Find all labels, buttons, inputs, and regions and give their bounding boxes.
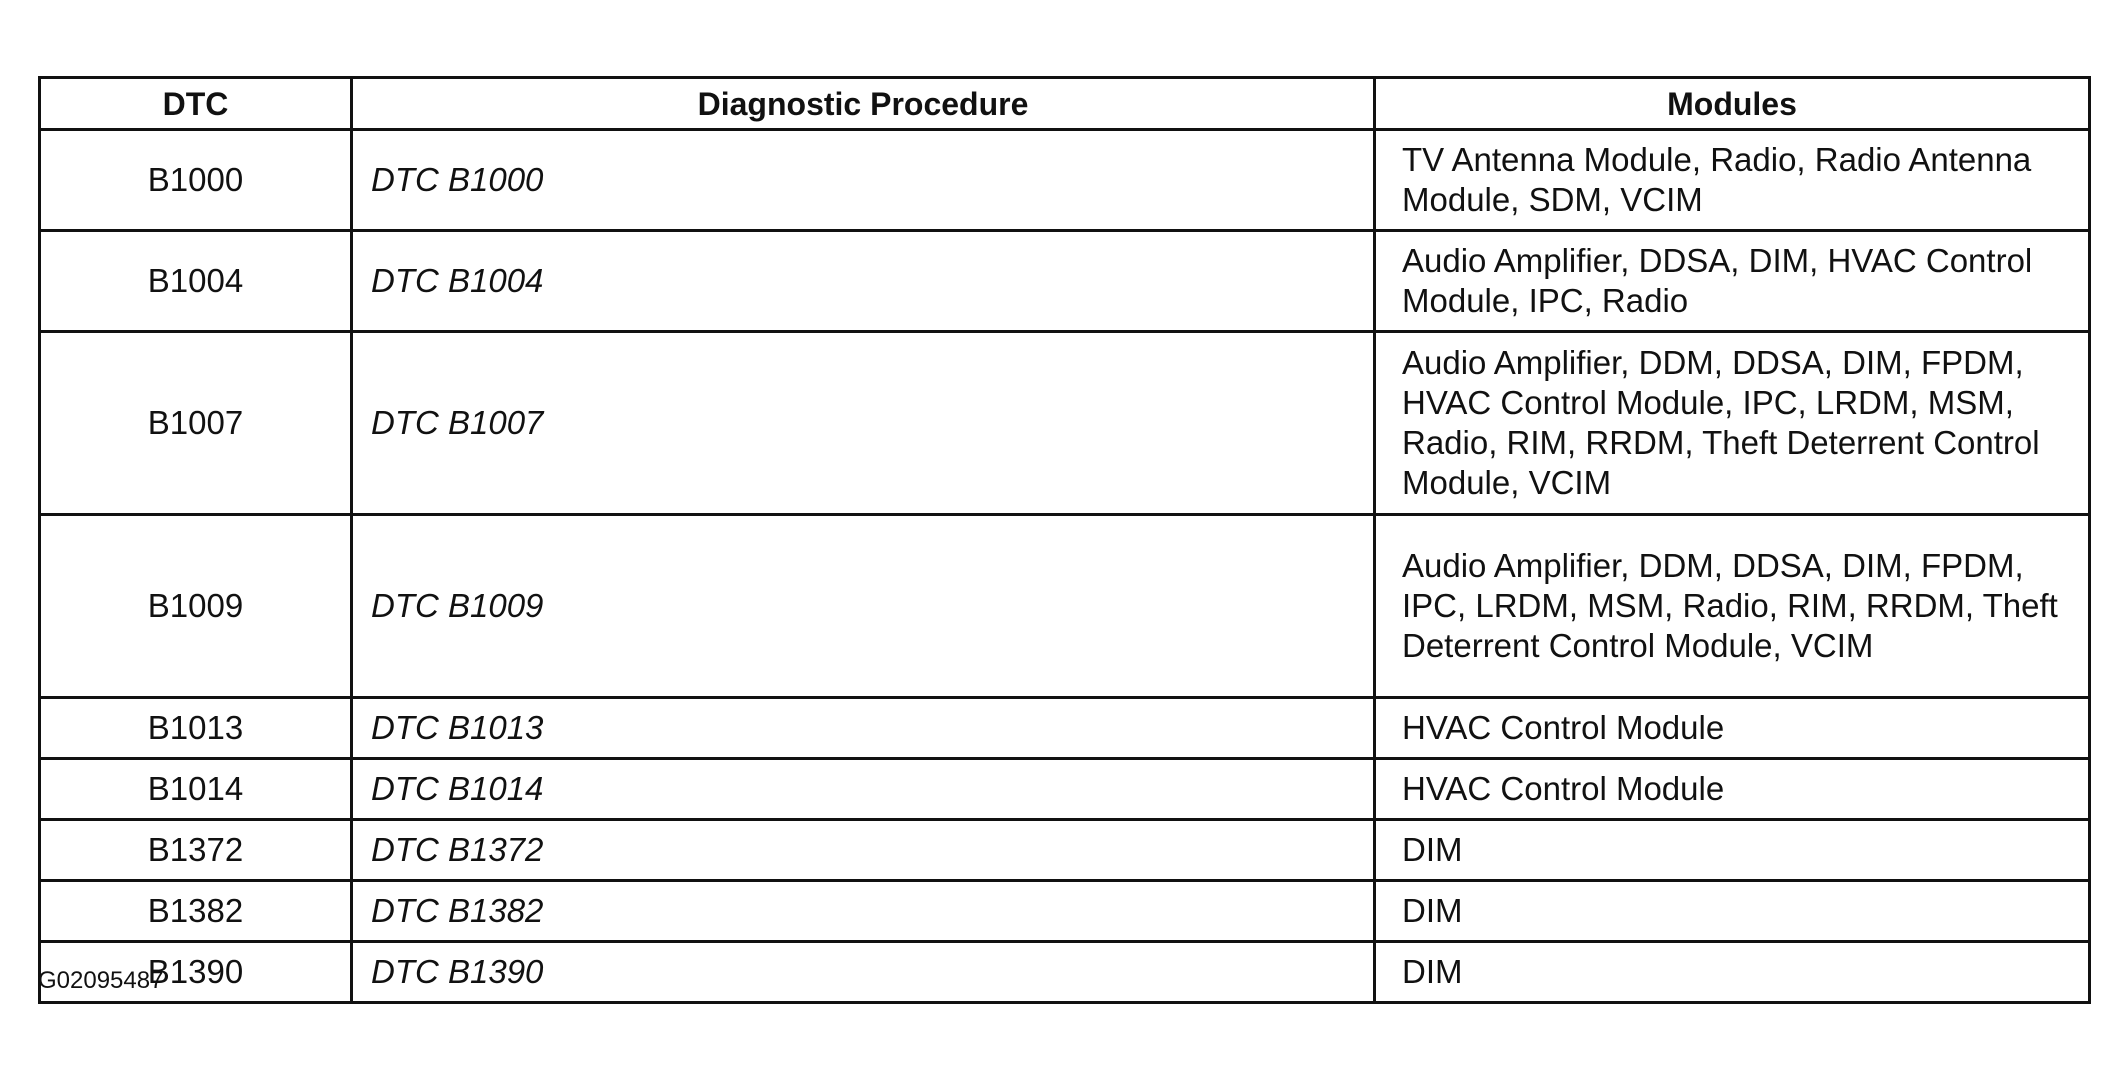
table-row — [40, 942, 2090, 1003]
diagnostic-procedure-link[interactable]: DTC B1014 — [352, 759, 1375, 820]
dtc-code: B1004 — [40, 231, 352, 332]
diagnostic-procedure-link[interactable]: DTC B1007 — [352, 332, 1375, 515]
dtc-code: B1000 — [40, 130, 352, 231]
table-row — [40, 820, 2090, 881]
table-row — [40, 515, 2090, 698]
table-row — [40, 332, 2090, 515]
table-row — [40, 881, 2090, 942]
dtc-code: B1009 — [40, 515, 352, 698]
modules-list: Audio Amplifier, DDM, DDSA, DIM, FPDM, HVAC Control Module, IPC, LRDM, MSM, Radio, RIM, RRDM, Theft Deterrent Control Module, VCIM — [1375, 332, 2090, 515]
diagnostic-procedure-link[interactable]: DTC B1009 — [352, 515, 1375, 698]
table-row — [40, 130, 2090, 231]
modules-list: HVAC Control Module — [1375, 698, 2090, 759]
header-diagnostic-procedure: Diagnostic Procedure — [352, 78, 1375, 130]
diagnostic-procedure-link[interactable]: DTC B1000 — [352, 130, 1375, 231]
header-dtc: DTC — [40, 78, 352, 130]
table-row — [40, 759, 2090, 820]
diagnostic-procedure-link[interactable]: DTC B1382 — [352, 881, 1375, 942]
header-modules: Modules — [1375, 78, 2090, 130]
table-row — [40, 698, 2090, 759]
modules-list: DIM — [1375, 820, 2090, 881]
dtc-code: B1007 — [40, 332, 352, 515]
figure-id: G02095487 — [38, 967, 164, 994]
modules-list: DIM — [1375, 881, 2090, 942]
diagnostic-procedure-link[interactable]: DTC B1372 — [352, 820, 1375, 881]
dtc-code: B1013 — [40, 698, 352, 759]
modules-list: Audio Amplifier, DDSA, DIM, HVAC Control Module, IPC, Radio — [1375, 231, 2090, 332]
modules-list: DIM — [1375, 942, 2090, 1003]
modules-list: HVAC Control Module — [1375, 759, 2090, 820]
dtc-code: B1390 — [40, 942, 352, 1003]
dtc-table — [38, 76, 2091, 1004]
diagnostic-procedure-link[interactable]: DTC B1390 — [352, 942, 1375, 1003]
dtc-code: B1372 — [40, 820, 352, 881]
modules-list: TV Antenna Module, Radio, Radio Antenna Module, SDM, VCIM — [1375, 130, 2090, 231]
dtc-code: B1014 — [40, 759, 352, 820]
table-header-row — [40, 78, 2090, 130]
modules-list: Audio Amplifier, DDM, DDSA, DIM, FPDM, IPC, LRDM, MSM, Radio, RIM, RRDM, Theft Deterrent Control Module, VCIM — [1375, 515, 2090, 698]
table-row — [40, 231, 2090, 332]
dtc-code: B1382 — [40, 881, 352, 942]
diagnostic-procedure-link[interactable]: DTC B1004 — [352, 231, 1375, 332]
diagnostic-procedure-link[interactable]: DTC B1013 — [352, 698, 1375, 759]
